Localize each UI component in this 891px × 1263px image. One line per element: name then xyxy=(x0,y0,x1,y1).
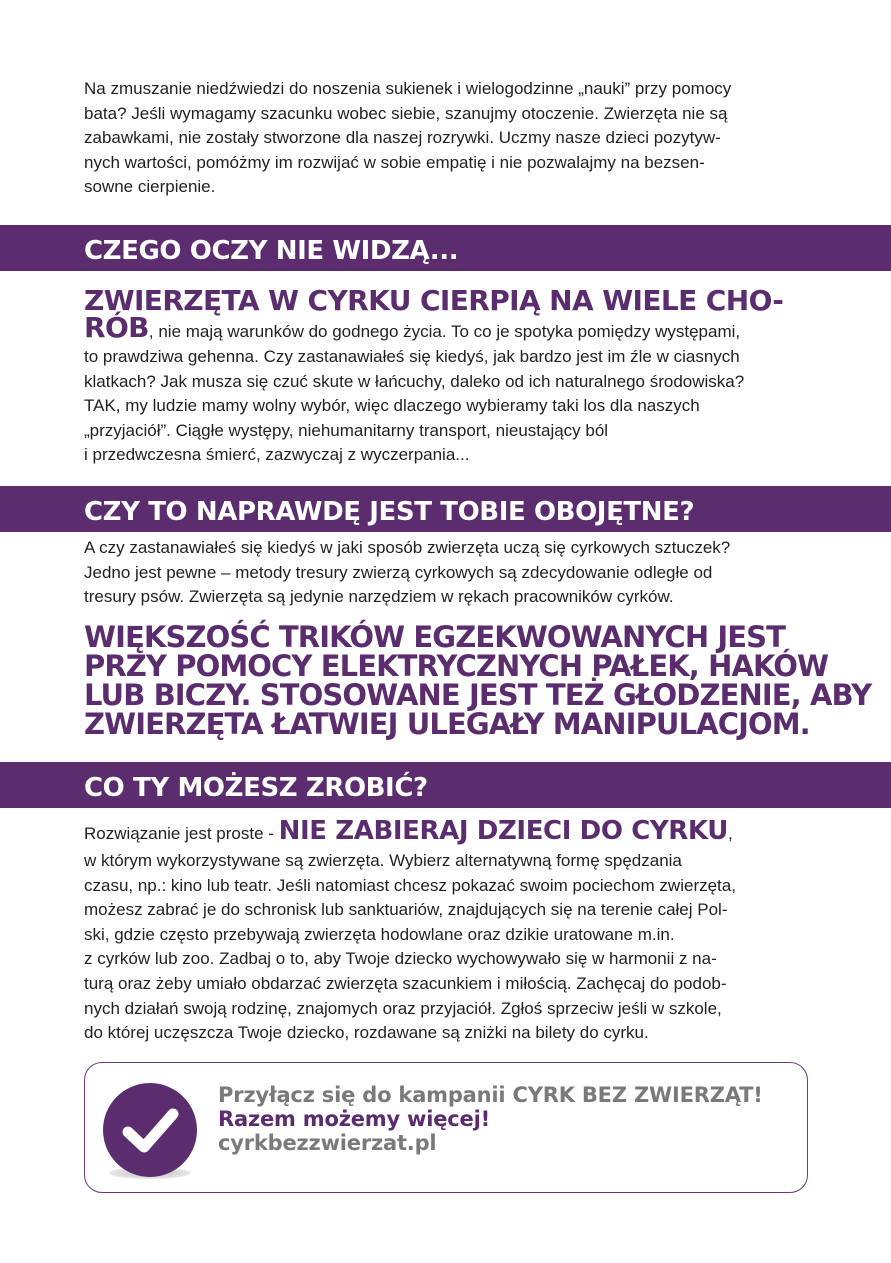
section-heading-band xyxy=(0,225,891,271)
section1-line: TAK, my ludzie mamy wolny wybór, więc dlaczego wybieramy taki los dla naszych xyxy=(84,396,700,416)
section-heading-band xyxy=(0,762,891,808)
intro-line: zabawkami, nie zostały stworzone dla naszej rozrywki. Uczmy nasze dzieci pozytyw- xyxy=(84,128,721,148)
lead-emphasis-line: ZWIERZĘTA W CYRKU CIERPIĄ NA WIELE CHO- xyxy=(84,284,784,317)
lead-emphasis xyxy=(84,284,784,317)
emphasis-line: ZWIERZĘTA ŁATWIEJ ULEGAŁY MANIPULACJOM. xyxy=(84,707,810,741)
lead-emphasis-end: RÓB xyxy=(84,311,149,344)
cta-slogan: Razem możemy więcej! xyxy=(218,1107,490,1131)
section1-line: „przyjaciół”. Ciągłe występy, niehumanitarny transport, nieustający ból xyxy=(84,420,609,440)
intro-line: sowne cierpienie. xyxy=(84,177,216,197)
cta-text xyxy=(218,1083,763,1155)
section3-paragraph xyxy=(84,849,808,1046)
section1-paragraph xyxy=(84,345,808,468)
section3-line: do której uczęszcza Twoje dziecko, rozdawane są zniżki na bilety do cyrku. xyxy=(84,1023,649,1043)
campaign-cta-box xyxy=(84,1062,808,1193)
section1-line: to prawdziwa gehenna. Czy zastanawiałeś się kiedyś, jak bardzo jest im źle w ciasnych xyxy=(84,347,740,366)
intro-paragraph xyxy=(84,77,808,200)
emphasis-line: PRZY POMOCY ELEKTRYCZNYCH PAŁEK, HAKÓW xyxy=(84,649,829,683)
key-message: NIE ZABIERAJ DZIECI DO CYRKU xyxy=(278,816,728,846)
section3-line: w którym wykorzystywane są zwierzęta. Wybierz alternatywną formę spędzania xyxy=(84,851,682,870)
section-heading: CO TY MOŻESZ ZROBIĆ? xyxy=(84,773,428,803)
section-heading: CZEGO OCZY NIE WIDZĄ... xyxy=(84,236,459,266)
section1-line: klatkach? Jak musza się czuć skute w łańcuchy, daleko od ich naturalnego środowiska? xyxy=(84,371,745,391)
intro-line: nych wartości, pomóżmy im rozwijać w sobie empatię i nie pozwalajmy na bezsen- xyxy=(84,152,705,172)
cta-website[interactable]: cyrkbezzwierzat.pl xyxy=(218,1131,437,1155)
checkmark-icon xyxy=(103,1083,197,1177)
section3-line: nych działań swoją rodzinę, znajomych oraz przyjaciół. Zgłoś sprzeciw jeśli w szkole, xyxy=(84,998,722,1018)
section-heading: CZY TO NAPRAWDĘ JEST TOBIE OBOJĘTNE? xyxy=(84,497,695,527)
section2-line: tresury psów. Zwierzęta są jedynie narzędziem w rękach pracowników cyrków. xyxy=(84,587,674,607)
section3-line: czasu, np.: kino lub teatr. Jeśli natomiast chcesz pokazać swoim pociechom zwierzęta, xyxy=(84,875,736,895)
emphasis-line: LUB BICZY. STOSOWANE JEST TEŻ GŁODZENIE, ABY xyxy=(84,678,872,712)
section3-first-line xyxy=(84,815,733,850)
lead-line xyxy=(84,311,808,346)
section2-line: A czy zastanawiałeś się kiedyś w jaki sposób zwierzęta uczą się cyrkowych sztuczek? xyxy=(84,538,731,557)
section-heading-band xyxy=(0,486,891,532)
section3-prefix: Rozwiązanie jest proste - xyxy=(84,824,279,843)
emphasis-line: WIĘKSZOŚĆ TRIKÓW EGZEKWOWANYCH JEST xyxy=(84,620,786,654)
lead-rest: , nie mają warunków do godnego życia. To co je spotyka pomiędzy występami, xyxy=(148,322,741,341)
cta-join-line: Przyłącz się do kampanii CYRK BEZ ZWIERZĄT! xyxy=(218,1083,763,1107)
section3-line: turą oraz żeby umiało obdarzać zwierzęta szacunkiem i miłością. Zachęcaj do podob- xyxy=(84,973,727,993)
emphasis-block xyxy=(84,620,872,741)
section3-line: ski, gdzie często przebywają zwierzęta hodowlane oraz dzikie uratowane m.in. xyxy=(84,924,675,944)
intro-line: bata? Jeśli wymagamy szacunku wobec siebie, szanujmy otoczenie. Zwierzęta nie są xyxy=(84,103,728,123)
section2-paragraph xyxy=(84,536,808,610)
section3-suffix: , xyxy=(727,824,733,843)
section2-line: Jedno jest pewne – metody tresury zwierzą cyrkowych są zdecydowanie odległe od xyxy=(84,562,713,582)
section1-line: i przedwczesna śmierć, zazwyczaj z wyczerpania... xyxy=(84,445,470,465)
section3-line: możesz zabrać je do schronisk lub sanktuariów, znajdujących się na terenie całej Pol- xyxy=(84,900,728,920)
section3-line: z cyrków lub zoo. Zadbaj o to, aby Twoje dziecko wychowywało się w harmonii z na- xyxy=(84,949,717,969)
intro-line: Na zmuszanie niedźwiedzi do noszenia sukienek i wielogodzinne „nauki” przy pomocy xyxy=(84,79,732,98)
